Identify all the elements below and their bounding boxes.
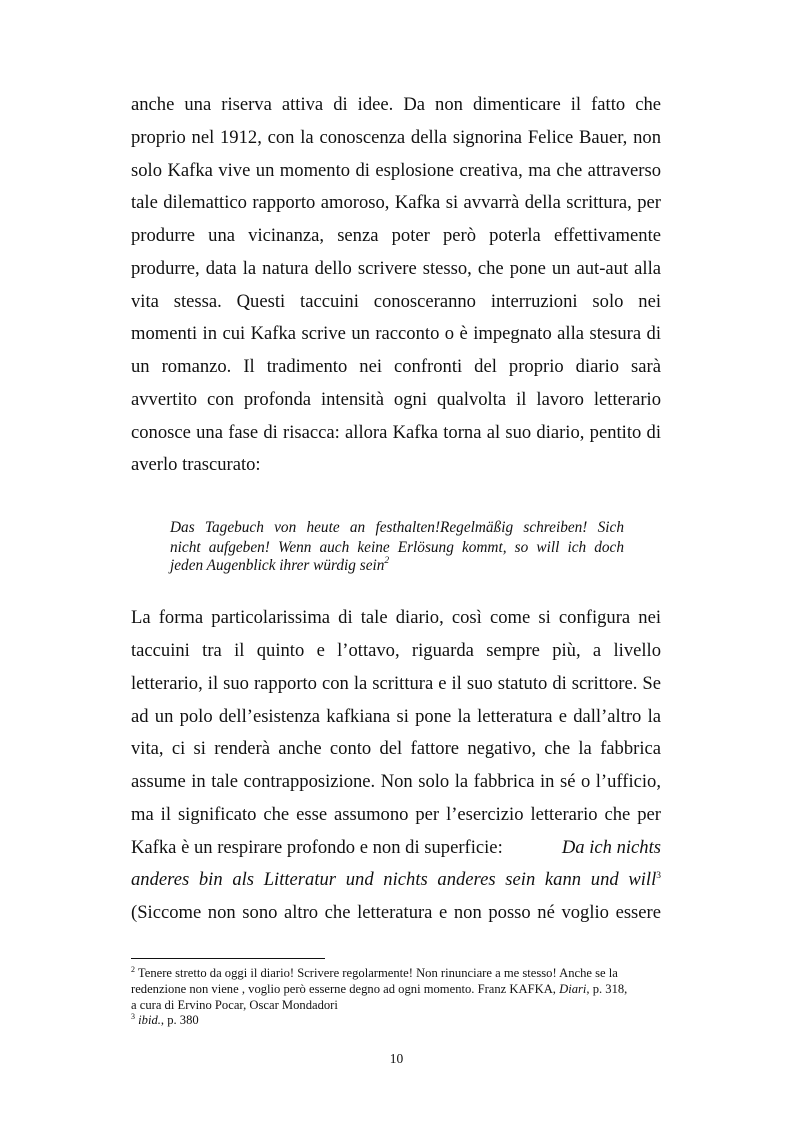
footnote-mark: 3: [131, 1012, 135, 1021]
footnote-ref: 2: [384, 556, 390, 566]
body-line: [131, 869, 661, 891]
body-line: vita stessa. Questi taccuini conosceranno interruzioni solo nei: [131, 291, 661, 312]
body-line: anche una riserva attiva di idee. Da non dimenticare il fatto che: [131, 94, 661, 115]
body-line: solo Kafka vive un momento di esplosione creativa, ma che attraverso: [131, 160, 661, 181]
footnote-ref: 3: [656, 871, 661, 881]
body-line: momenti in cui Kafka scrive un racconto o è impegnato alla stesura di: [131, 323, 661, 344]
body-line: avvertito con profonda intensità ogni qualvolta il lavoro letterario: [131, 389, 661, 410]
body-line: assume in tale contrapposizione. Non solo la fabbrica in sé o l’ufficio,: [131, 771, 661, 792]
body-line: ma il significato che esse assumono per l’esercizio letterario che per: [131, 804, 661, 825]
quote-line: Das Tagebuch von heute an festhalten!Regelmäßig schreiben! Sich: [170, 519, 624, 536]
footnote-3: [131, 1013, 661, 1028]
footnote-line: [131, 982, 661, 997]
footnote-2: [131, 966, 661, 981]
body-line: proprio nel 1912, con la conoscenza della signorina Felice Bauer, non: [131, 127, 661, 148]
body-line: tale dilemattico rapporto amoroso, Kafka si avvarrà della scrittura, per: [131, 192, 661, 213]
body-line: letterario, il suo rapporto con la scrittura e il suo statuto di scrittore. Se: [131, 673, 661, 694]
body-line: [131, 837, 661, 859]
quote-line: nicht aufgeben! Wenn auch keine Erlösung kommt, so will ich doch: [170, 539, 624, 556]
body-line: un romanzo. Il tradimento nei confronti del proprio diario sarà: [131, 356, 661, 377]
quote-line: [170, 557, 624, 575]
body-line: vita, ci si renderà anche conto del fattore negativo, che la fabbrica: [131, 738, 661, 759]
footnote-text: , p. 318,: [586, 982, 628, 996]
body-line: taccuini tra il quinto e l’ottavo, riguarda sempre più, a livello: [131, 640, 661, 661]
book-title: Diari: [559, 982, 587, 996]
german-quote-inline: anderes bin als Litteratur und nichts anderes sein kann und will: [131, 869, 657, 890]
footnote-separator: [131, 958, 325, 959]
body-line: produrre, data la natura dello scrivere stesso, che pone un aut-aut alla: [131, 258, 661, 279]
body-text: Kafka è un respirare profondo e non di superficie:: [131, 837, 508, 858]
german-quote-inline: Da ich nichts: [561, 837, 661, 858]
page-number: 10: [389, 1051, 404, 1066]
body-line: produrre una vicinanza, senza poter però poterla effettivamente: [131, 225, 661, 246]
quote-text: jeden Augenblick ihrer würdig sein: [170, 557, 385, 574]
footnote-line: a cura di Ervino Pocar, Oscar Mondadori: [131, 998, 338, 1012]
footnote-text: redenzione non viene , voglio però esserne degno ad ogni momento. Franz KAFKA,: [131, 982, 560, 996]
body-line: ad un polo dell’esistenza kafkiana si pone la letteratura e dall’altro la: [131, 706, 661, 727]
footnote-text: Tenere stretto da oggi il diario! Scrivere regolarmente! Non rinunciare a me stesso! Anche se la: [137, 966, 618, 980]
body-line: (Siccome non sono altro che letteratura e non posso né voglio essere: [131, 902, 661, 923]
body-line: conosce una fase di risacca: allora Kafka torna al suo diario, pentito di: [131, 422, 661, 443]
footnote-ibid: ibid.: [138, 1013, 161, 1027]
body-line: La forma particolarissima di tale diario, così come si configura nei: [131, 607, 661, 628]
footnote-mark: 2: [131, 965, 135, 974]
body-line: averlo trascurato:: [131, 454, 261, 475]
footnote-text: , p. 380: [160, 1013, 199, 1027]
